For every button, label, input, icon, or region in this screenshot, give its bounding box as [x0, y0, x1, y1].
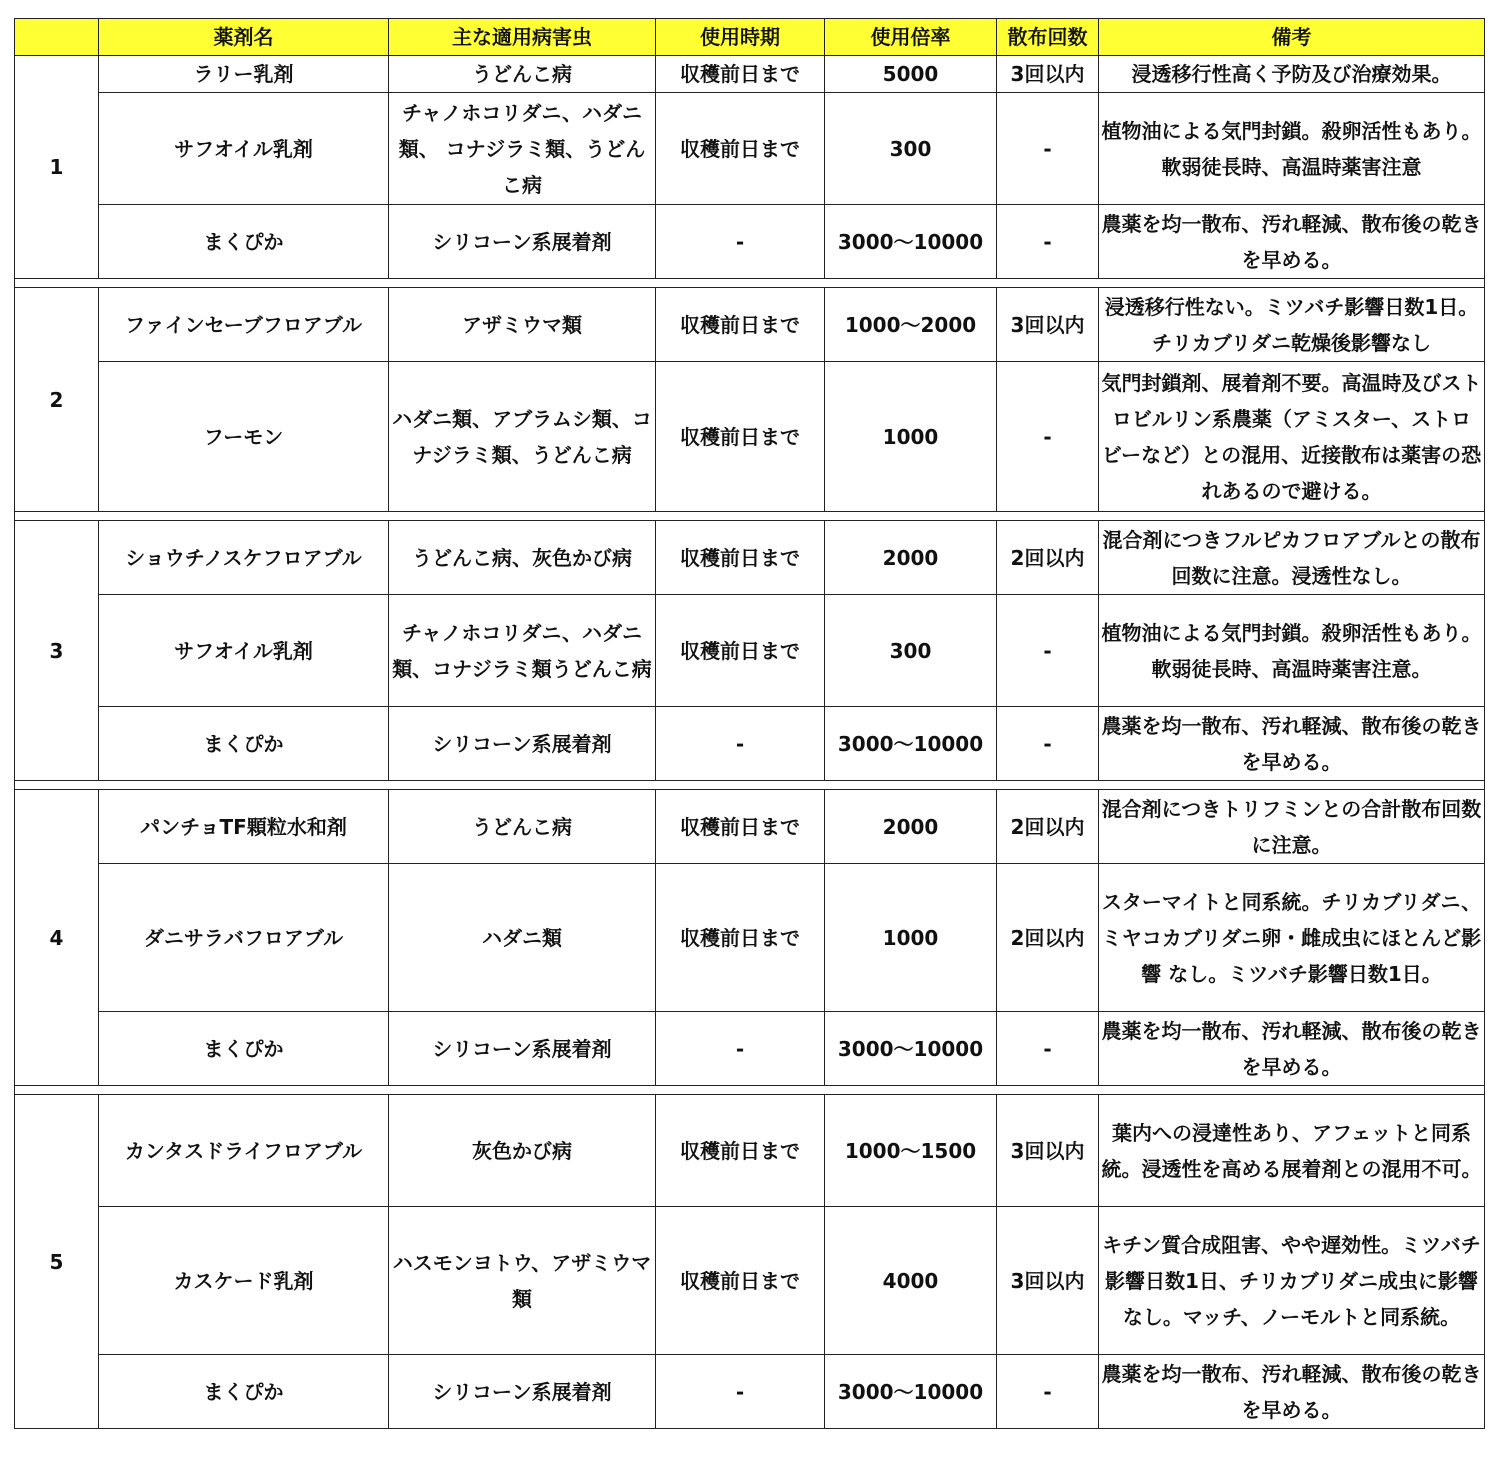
table-row [15, 521, 1485, 595]
note-cell: 葉内への浸達性あり、アフェットと同系統。浸透性を高める展着剤との混用不可。 [1099, 1095, 1485, 1207]
group-separator [15, 1086, 1485, 1095]
spray-count-cell: 3回以内 [997, 56, 1099, 93]
spray-count-cell: - [997, 93, 1099, 205]
spray-count-cell: - [997, 1355, 1099, 1429]
dilution-cell: 300 [825, 595, 997, 707]
timing-cell: 収穫前日まで [656, 93, 825, 205]
spray-count-cell: - [997, 595, 1099, 707]
header-timing: 使用時期 [656, 19, 825, 56]
target-cell: うどんこ病 [389, 790, 656, 864]
target-cell: ハダニ類 [389, 864, 656, 1012]
group-separator [15, 781, 1485, 790]
drug-name-cell: まくぴか [99, 1355, 389, 1429]
target-cell: シリコーン系展着剤 [389, 1355, 656, 1429]
note-cell: 植物油による気門封鎖。殺卵活性もあり。軟弱徒長時、高温時薬害注意 [1099, 93, 1485, 205]
target-cell: うどんこ病 [389, 56, 656, 93]
dilution-cell: 2000 [825, 790, 997, 864]
drug-name-cell: ショウチノスケフロアブル [99, 521, 389, 595]
drug-name-cell: フーモン [99, 362, 389, 512]
drug-name-cell: パンチョTF顆粒水和剤 [99, 790, 389, 864]
timing-cell: 収穫前日まで [656, 790, 825, 864]
dilution-cell: 3000～10000 [825, 205, 997, 279]
table-row [15, 1012, 1485, 1086]
pesticide-schedule-sheet [14, 18, 1484, 1429]
drug-name-cell: ダニサラバフロアブル [99, 864, 389, 1012]
timing-cell: - [656, 1012, 825, 1086]
timing-cell: - [656, 707, 825, 781]
dilution-cell: 3000～10000 [825, 707, 997, 781]
timing-cell: 収穫前日まで [656, 1207, 825, 1355]
target-cell: 灰色かび病 [389, 1095, 656, 1207]
timing-cell: 収穫前日まで [656, 864, 825, 1012]
drug-name-cell: まくぴか [99, 707, 389, 781]
drug-name-cell: ファインセーブフロアブル [99, 288, 389, 362]
timing-cell: 収穫前日まで [656, 362, 825, 512]
note-cell: 農薬を均一散布、汚れ軽減、散布後の乾きを早める。 [1099, 1355, 1485, 1429]
group-number: 4 [15, 790, 99, 1086]
drug-name-cell: サフオイル乳剤 [99, 595, 389, 707]
spray-count-cell: 3回以内 [997, 1095, 1099, 1207]
note-cell: 農薬を均一散布、汚れ軽減、散布後の乾きを早める。 [1099, 205, 1485, 279]
spray-count-cell: - [997, 362, 1099, 512]
drug-name-cell: カンタスドライフロアブル [99, 1095, 389, 1207]
spray-count-cell: 3回以内 [997, 288, 1099, 362]
spray-count-cell: 3回以内 [997, 1207, 1099, 1355]
note-cell: 浸透移行性高く予防及び治療効果。 [1099, 56, 1485, 93]
dilution-cell: 1000 [825, 362, 997, 512]
table-row [15, 56, 1485, 93]
note-cell: 浸透移行性ない。ミツバチ影響日数1日。チリカブリダニ乾燥後影響なし [1099, 288, 1485, 362]
timing-cell: 収穫前日まで [656, 595, 825, 707]
target-cell: シリコーン系展着剤 [389, 707, 656, 781]
timing-cell: - [656, 205, 825, 279]
target-cell: チャノホコリダニ、ハダニ類、 コナジラミ類、うどんこ病 [389, 93, 656, 205]
timing-cell: 収穫前日まで [656, 288, 825, 362]
table-row [15, 707, 1485, 781]
dilution-cell: 1000 [825, 864, 997, 1012]
target-cell: シリコーン系展着剤 [389, 205, 656, 279]
header-target-pests: 主な適用病害虫 [389, 19, 656, 56]
note-cell: 農薬を均一散布、汚れ軽減、散布後の乾きを早める。 [1099, 707, 1485, 781]
spray-count-cell: - [997, 707, 1099, 781]
pesticide-table [14, 18, 1485, 1429]
dilution-cell: 3000～10000 [825, 1012, 997, 1086]
header-drug-name: 薬剤名 [99, 19, 389, 56]
table-row [15, 93, 1485, 205]
spray-count-cell: - [997, 205, 1099, 279]
spray-count-cell: 2回以内 [997, 864, 1099, 1012]
dilution-cell: 5000 [825, 56, 997, 93]
spray-count-cell: 2回以内 [997, 521, 1099, 595]
note-cell: 混合剤につきフルピカフロアブルとの散布回数に注意。浸透性なし。 [1099, 521, 1485, 595]
group-number: 1 [15, 56, 99, 279]
target-cell: ハスモンヨトウ、アザミウマ 類 [389, 1207, 656, 1355]
drug-name-cell: カスケード乳剤 [99, 1207, 389, 1355]
table-row [15, 205, 1485, 279]
separator-cell [15, 1086, 1485, 1095]
header-spray-count: 散布回数 [997, 19, 1099, 56]
spray-count-cell: 2回以内 [997, 790, 1099, 864]
header-dilution: 使用倍率 [825, 19, 997, 56]
dilution-cell: 4000 [825, 1207, 997, 1355]
table-row [15, 1095, 1485, 1207]
separator-cell [15, 781, 1485, 790]
table-row [15, 1355, 1485, 1429]
table-row [15, 1207, 1485, 1355]
drug-name-cell: サフオイル乳剤 [99, 93, 389, 205]
dilution-cell: 1000～1500 [825, 1095, 997, 1207]
target-cell: ハダニ類、アブラムシ類、コ ナジラミ類、うどんこ病 [389, 362, 656, 512]
group-number: 3 [15, 521, 99, 781]
timing-cell: 収穫前日まで [656, 521, 825, 595]
table-header [15, 19, 1485, 56]
group-number: 5 [15, 1095, 99, 1429]
timing-cell: 収穫前日まで [656, 1095, 825, 1207]
table-row [15, 864, 1485, 1012]
separator-cell [15, 512, 1485, 521]
note-cell: 植物油による気門封鎖。殺卵活性もあり。軟弱徒長時、高温時薬害注意。 [1099, 595, 1485, 707]
note-cell: 気門封鎖剤、展着剤不要。高温時及びストロビルリン系農薬（アミスター、ストロ ビーなど）との混用、近接散布は薬害の恐れあるので避ける。 [1099, 362, 1485, 512]
group-separator [15, 279, 1485, 288]
group-number: 2 [15, 288, 99, 512]
spray-count-cell: - [997, 1012, 1099, 1086]
table-row [15, 595, 1485, 707]
table-body [15, 56, 1485, 1429]
group-separator [15, 512, 1485, 521]
separator-cell [15, 279, 1485, 288]
drug-name-cell: まくぴか [99, 1012, 389, 1086]
header-row [15, 19, 1485, 56]
table-row [15, 362, 1485, 512]
drug-name-cell: ラリー乳剤 [99, 56, 389, 93]
target-cell: シリコーン系展着剤 [389, 1012, 656, 1086]
header-notes: 備考 [1099, 19, 1485, 56]
table-row [15, 288, 1485, 362]
timing-cell: - [656, 1355, 825, 1429]
table-row [15, 790, 1485, 864]
dilution-cell: 2000 [825, 521, 997, 595]
note-cell: 農薬を均一散布、汚れ軽減、散布後の乾きを早める。 [1099, 1012, 1485, 1086]
note-cell: 混合剤につきトリフミンとの合計散布回数に注意。 [1099, 790, 1485, 864]
header-no [15, 19, 99, 56]
note-cell: キチン質合成阻害、やや遅効性。ミツバチ影響日数1日、チリカブリダニ成虫に影響 なし。マッチ、ノーモルトと同系統。 [1099, 1207, 1485, 1355]
timing-cell: 収穫前日まで [656, 56, 825, 93]
dilution-cell: 3000～10000 [825, 1355, 997, 1429]
dilution-cell: 1000～2000 [825, 288, 997, 362]
dilution-cell: 300 [825, 93, 997, 205]
drug-name-cell: まくぴか [99, 205, 389, 279]
target-cell: アザミウマ類 [389, 288, 656, 362]
target-cell: チャノホコリダニ、ハダニ類、コナジラミ類うどんこ病 [389, 595, 656, 707]
target-cell: うどんこ病、灰色かび病 [389, 521, 656, 595]
note-cell: スターマイトと同系統。チリカブリダニ、ミヤコカブリダニ卵・雌成虫にほとんど影響 なし。ミツバチ影響日数1日。 [1099, 864, 1485, 1012]
